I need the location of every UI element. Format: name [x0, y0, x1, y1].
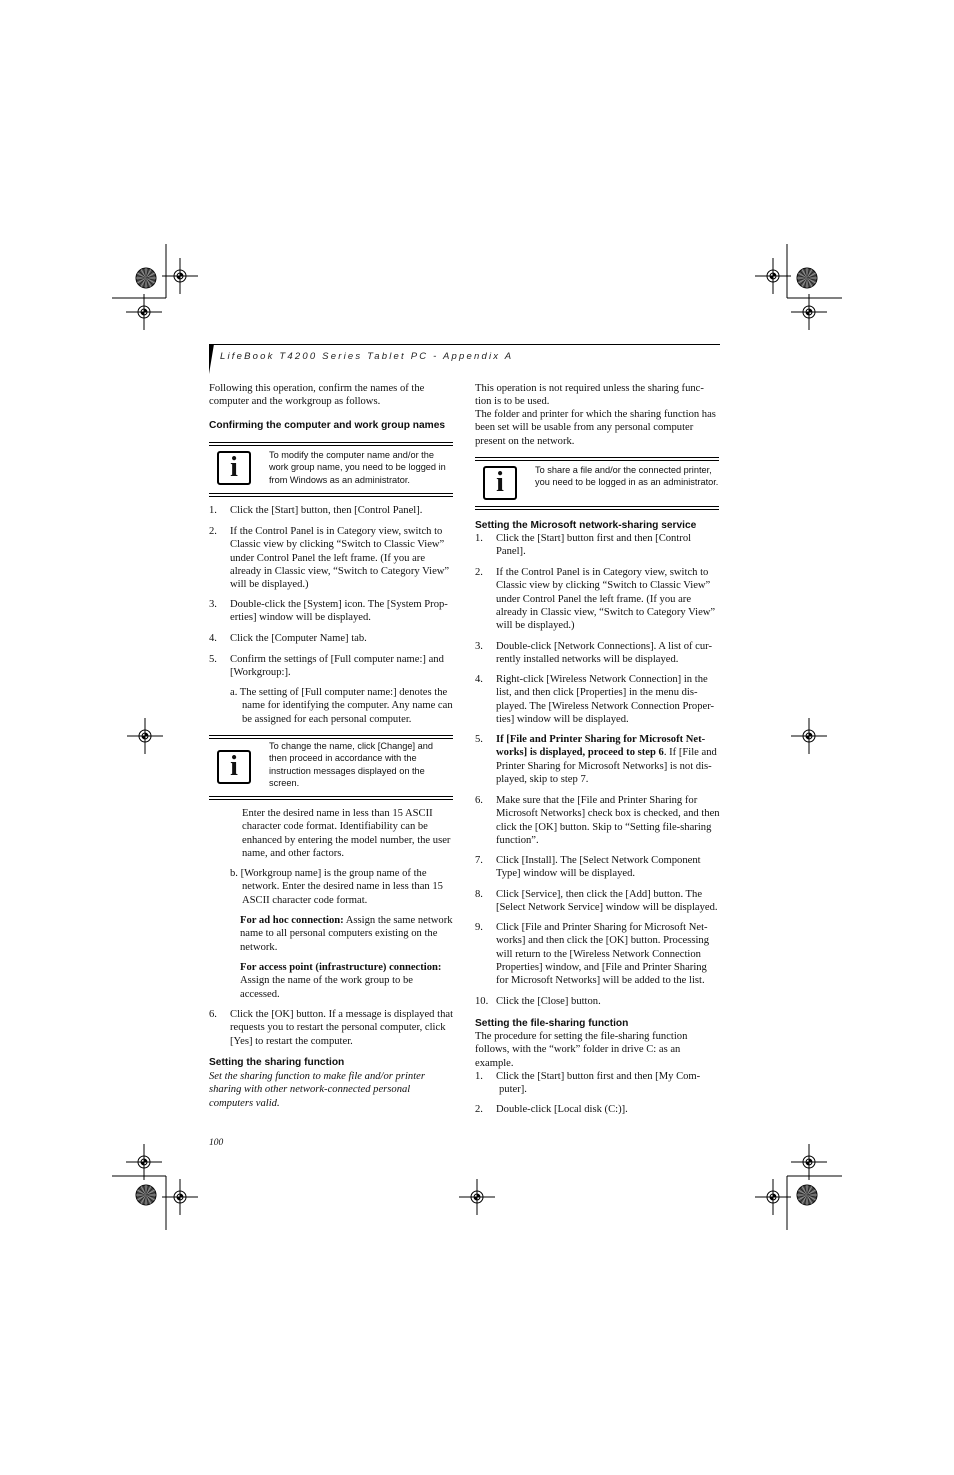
- note-rule: [209, 735, 453, 739]
- note-rule: [475, 457, 719, 461]
- note-text: To modify the computer name and/or the work group name, you need to be logged in from Windows as an administrator.: [269, 450, 446, 485]
- adhoc-label: For ad hoc connection:: [240, 915, 344, 926]
- intro-text-2: The folder and printer for which the sharing function has been set will be usable from any personal computer present on the network.: [475, 409, 716, 447]
- step5-bold: If [File and Printer Sharing for Microsoft Net-works] is displayed, proceed to step 6: [496, 734, 706, 759]
- adhoc-paragraph: [240, 914, 454, 954]
- info-icon: i: [217, 750, 251, 784]
- note-rule: [475, 506, 719, 510]
- note-text: To change the name, click [Change] and then proceed in accordance with the instruction messages displayed on the screen.: [269, 741, 433, 788]
- running-head: LifeBook T4200 Series Tablet PC - Appendix A: [220, 351, 514, 362]
- note-admin-rename: [209, 442, 453, 496]
- sub-item-b: b. [Workgroup name] is the group name of the network. Enter the desired name in less than 15 ASCII character code format.: [230, 868, 443, 906]
- note-change-name: [209, 735, 453, 801]
- heading-sharing-function: Setting the sharing function: [209, 1057, 345, 1068]
- adhoc-text: Assign the same network name to all personal computers existing on the network.: [240, 915, 453, 953]
- note-rule: [209, 442, 453, 446]
- heading-file-sharing: Setting the file-sharing function: [475, 1018, 629, 1029]
- sharing-italic-text: Set the sharing function to make file and/or printer sharing with other network-connected personal computers valid.: [209, 1071, 425, 1109]
- note-admin-share: [475, 457, 719, 509]
- ap-text: Assign the name of the work group to be accessed.: [240, 975, 413, 1000]
- header-tab: [209, 344, 214, 374]
- info-icon: i: [483, 466, 517, 500]
- file-sharing-intro: The procedure for setting the file-sharing function follows, with the “work” folder in drive C: as an example.: [475, 1031, 688, 1069]
- sub-item-a: a. The setting of [Full computer name:] denotes the name for identifying the computer. Any name can be assigned for each personal computer.: [230, 687, 453, 725]
- page-number: 100: [209, 1138, 224, 1148]
- note-rule: [209, 796, 453, 800]
- enter-name-text: Enter the desired name in less than 15 ASCII character code format. Identifiability can be enhanced by entering the model number, the user name, and other factors.: [242, 808, 451, 859]
- heading-ms-sharing: Setting the Microsoft network-sharing service: [475, 520, 697, 531]
- ap-paragraph: [240, 961, 454, 1001]
- intro-text-1: This operation is not required unless the sharing func-tion is to be used.: [475, 383, 704, 408]
- header-rule: [212, 344, 720, 345]
- intro-text: Following this operation, confirm the names of the computer and the workgroup as follows.: [209, 383, 425, 408]
- info-icon: i: [217, 451, 251, 485]
- note-text: To share a file and/or the connected printer, you need to be logged in as an administrator.: [535, 465, 719, 488]
- heading-confirm-names: Confirming the computer and work group names: [209, 420, 446, 431]
- step5-rest: . If [File and Printer Sharing for Microsoft Networks] is not dis-played, skip to step 7.: [496, 747, 717, 785]
- note-rule: [209, 493, 453, 497]
- ap-label: For access point (infrastructure) connection:: [240, 962, 442, 973]
